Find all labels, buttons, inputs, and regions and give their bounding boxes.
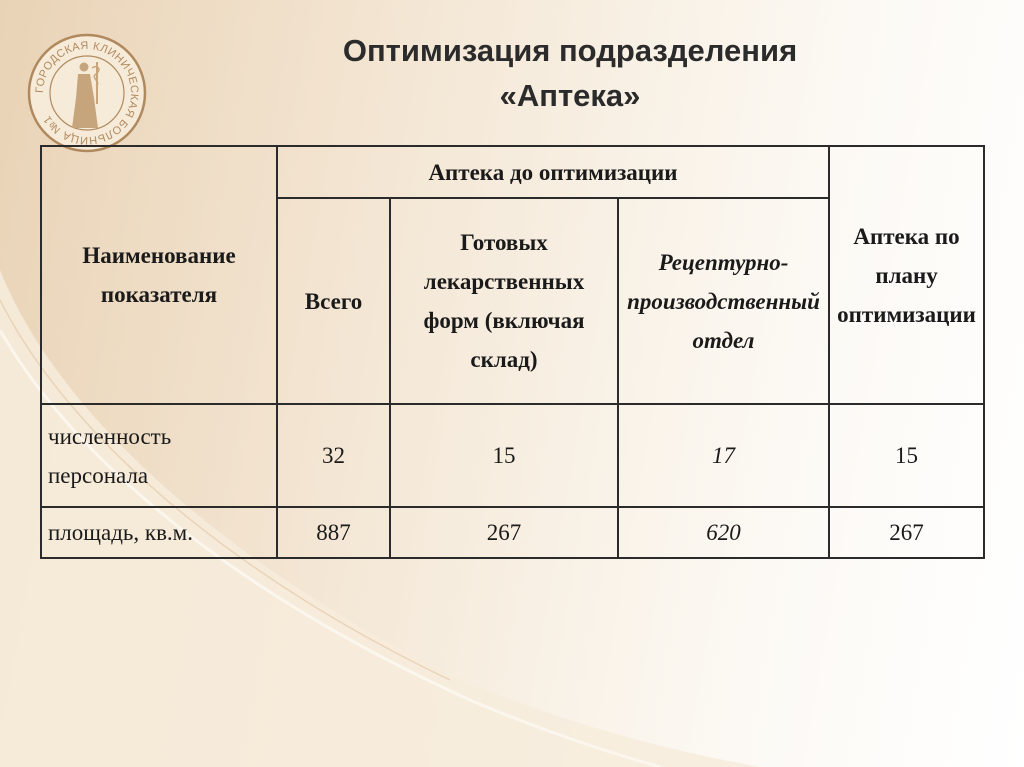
header-finished-forms: Готовых лекарственных форм (включая склад) bbox=[390, 198, 618, 404]
cell-total: 32 bbox=[277, 404, 390, 507]
table-row bbox=[41, 404, 984, 507]
cell-finished: 267 bbox=[390, 507, 618, 558]
emblem-text: ГОРОДСКАЯ КЛИНИЧЕСКАЯ БОЛЬНИЦА №1 bbox=[33, 39, 141, 147]
row-label: площадь, кв.м. bbox=[41, 507, 277, 558]
title-line-2: «Аптека» bbox=[499, 78, 641, 113]
header-before-group: Аптека до оптимизации bbox=[277, 146, 829, 198]
cell-prescription: 17 bbox=[618, 404, 829, 507]
table-row bbox=[41, 507, 984, 558]
header-after: Аптека по плану оптимизации bbox=[829, 146, 984, 404]
cell-finished: 15 bbox=[390, 404, 618, 507]
cell-after: 15 bbox=[829, 404, 984, 507]
header-total: Всего bbox=[277, 198, 390, 404]
pharmacy-table bbox=[40, 145, 985, 559]
cell-prescription: 620 bbox=[618, 507, 829, 558]
cell-total: 887 bbox=[277, 507, 390, 558]
header-prescription: Рецептурно-производственный отдел bbox=[618, 198, 829, 404]
slide-title bbox=[200, 28, 940, 118]
hospital-emblem-icon bbox=[26, 32, 148, 154]
cell-after: 267 bbox=[829, 507, 984, 558]
header-indicator: Наименование показателя bbox=[41, 146, 277, 404]
title-line-1: Оптимизация подразделения bbox=[342, 33, 798, 68]
row-label: численность персонала bbox=[41, 404, 277, 507]
